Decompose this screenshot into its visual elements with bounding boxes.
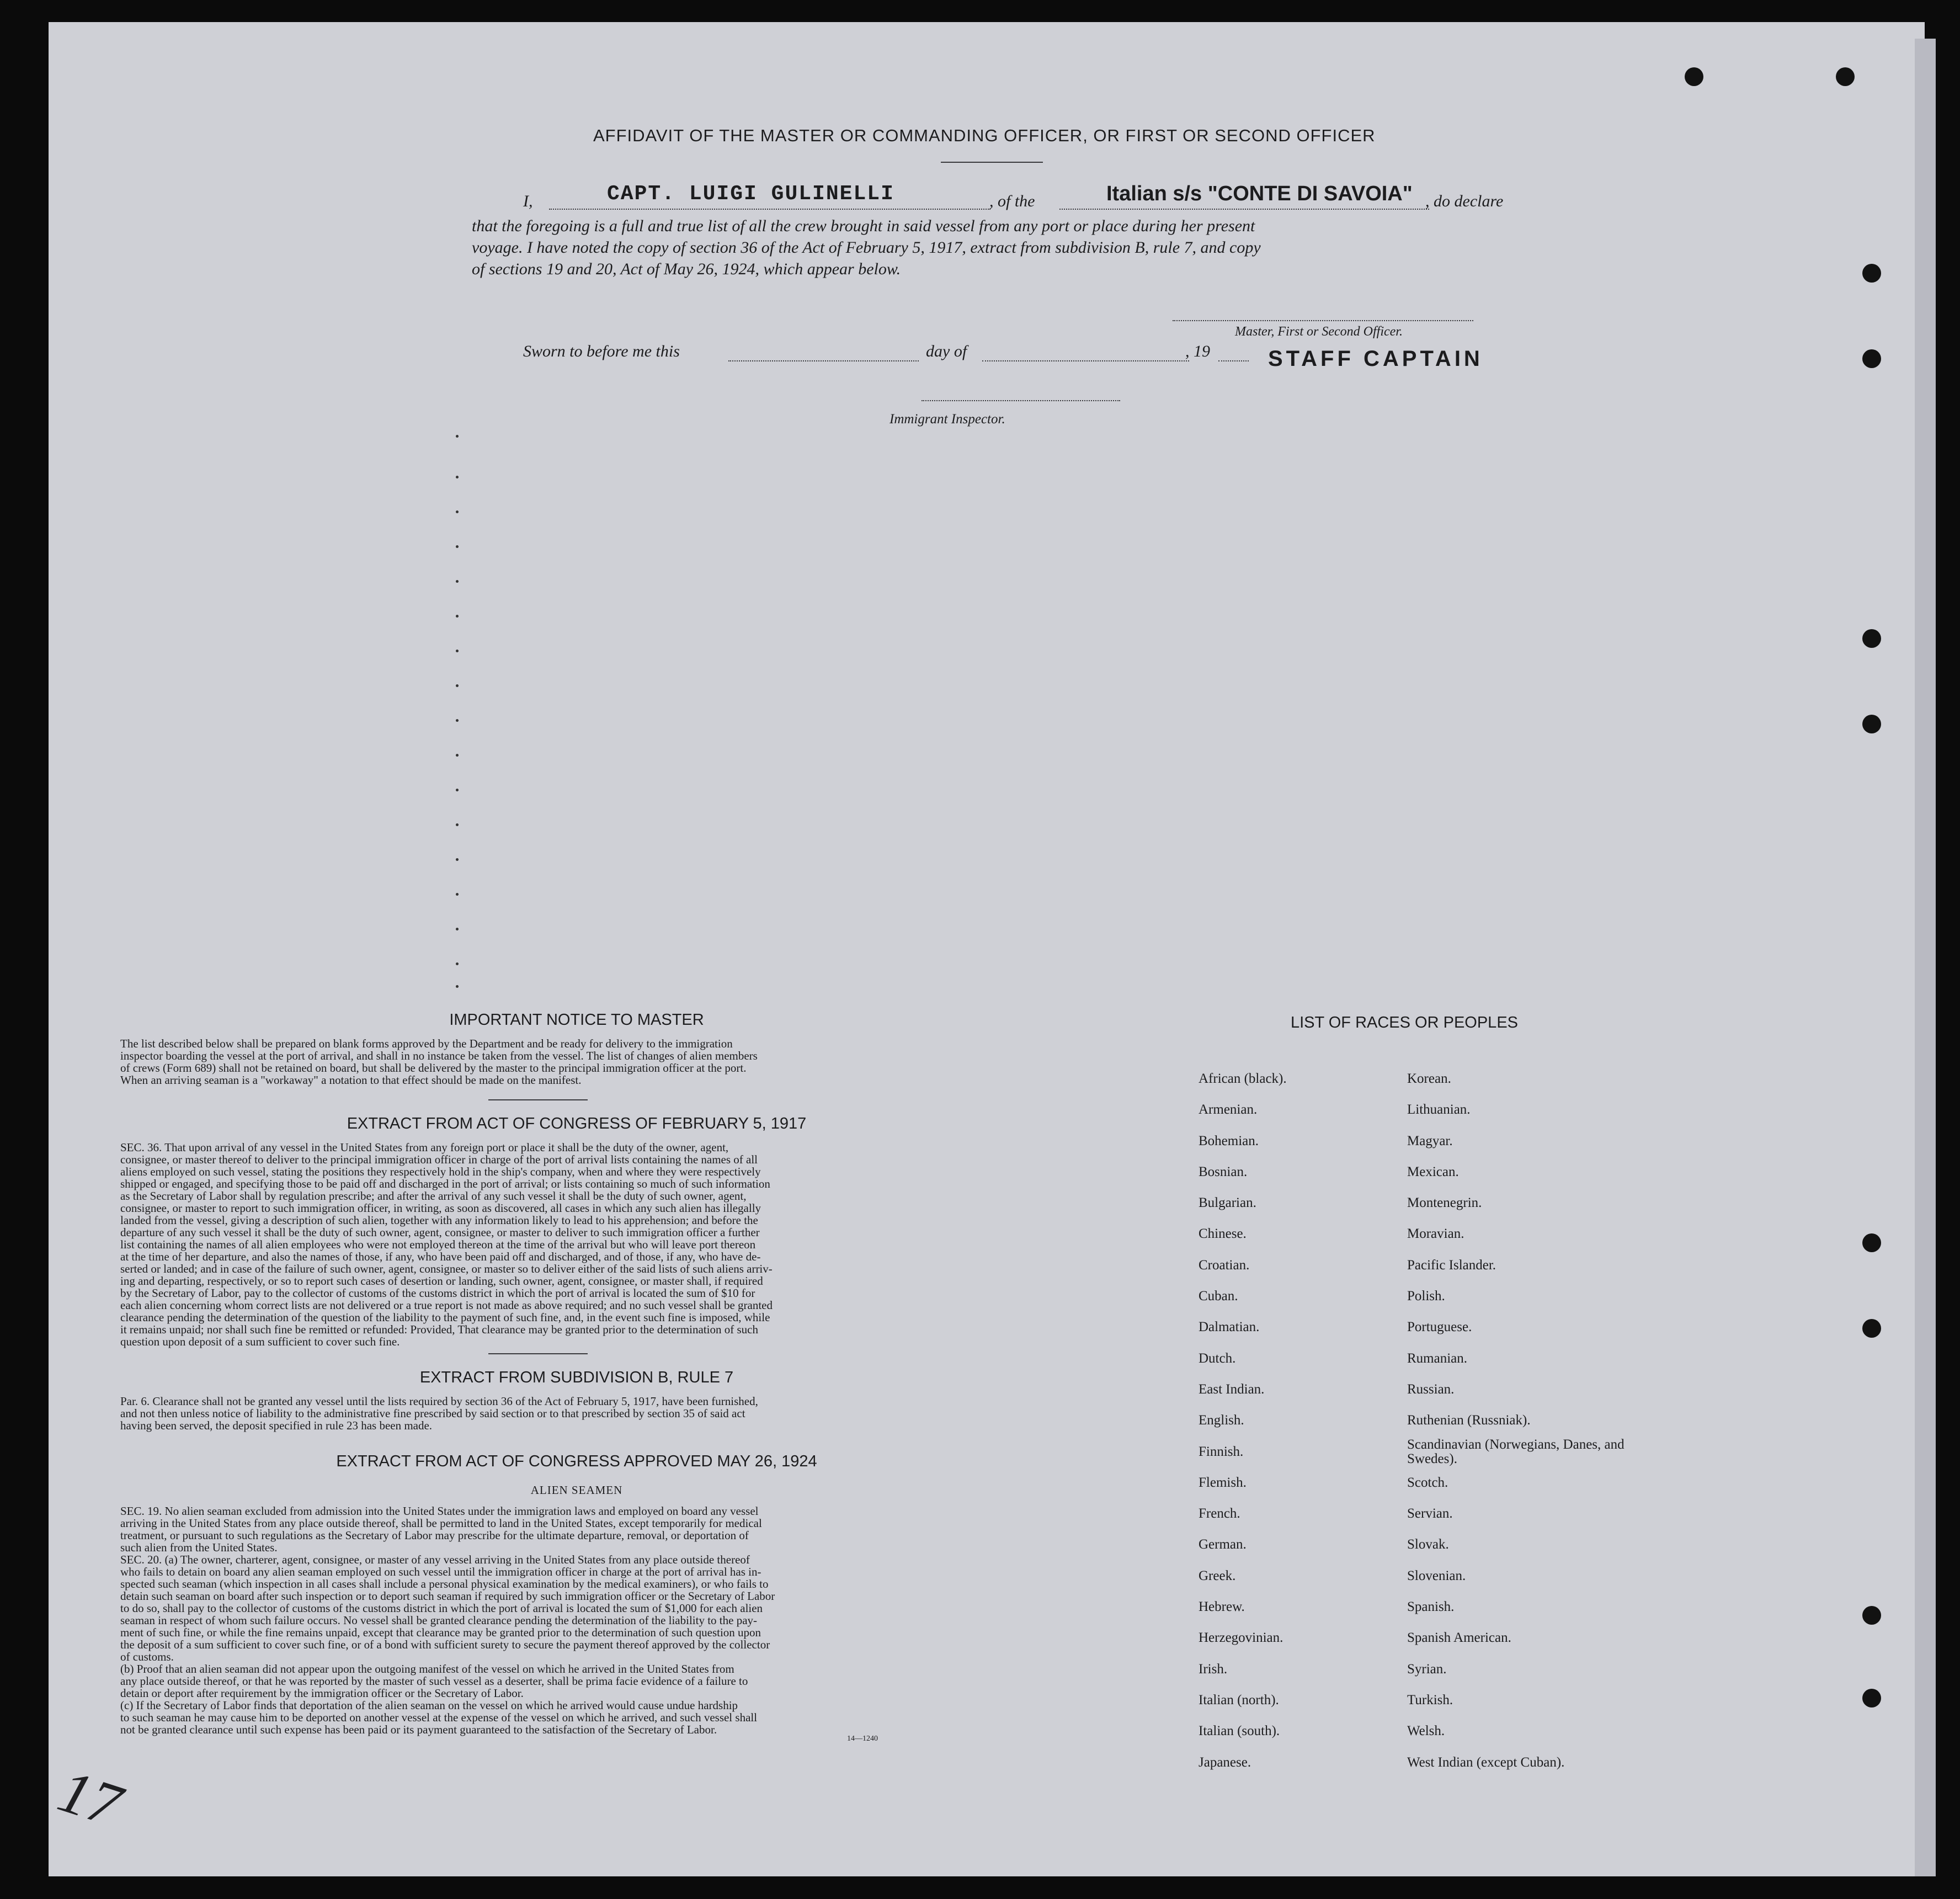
extract-1924-line: not be granted clearance until such expense has been paid or its payment guaranteed to the satisfaction of the Secretary of Labor. xyxy=(120,1723,717,1736)
extract-1917-line: aliens employed on such vessel, stating the positions they respectively hold in the ship's company, when and where they were respectively xyxy=(120,1165,761,1178)
year-line xyxy=(1218,360,1249,361)
declaration-line-3: of sections 19 and 20, Act of May 26, 1924, which appear below. xyxy=(472,260,901,278)
extract-1917-line: at the time of her departure, and also the names of those, if any, who have been paid off and discharged, and of those, if any, who have de- xyxy=(120,1250,761,1263)
extract-1924-line: ment of such fine, or while the fine remains unpaid, except that clearance may be granted prior to the determination of such question upon xyxy=(120,1626,761,1639)
section-rule xyxy=(488,1353,588,1354)
race-item: Spanish. xyxy=(1407,1599,1455,1615)
race-item: Chinese. xyxy=(1199,1226,1247,1242)
extract-1924-line: spected such seaman (which inspection in all cases shall include a personal physical examination by the medical examiners), or who fails to xyxy=(120,1577,769,1591)
rule7-line: and not then unless notice of liability to the administrative fine prescribed by said section or to that prescribed by section 35 of said act xyxy=(120,1407,745,1420)
rule7-line: Par. 6. Clearance shall not be granted any vessel until the lists required by section 36 of the Act of February 5, 1917, have been furnished, xyxy=(120,1395,758,1408)
extract-1917-line: question upon deposit of a sum sufficient to cover such fine. xyxy=(120,1335,400,1348)
extract-1924-line: of customs. xyxy=(120,1650,174,1663)
race-item: West Indian (except Cuban). xyxy=(1407,1754,1565,1770)
i-label: I, xyxy=(523,192,533,210)
extract-1917-line: consignee, or master thereof to deliver to the principal immigration officer in charge of the port of arrival lists containing the names of all xyxy=(120,1153,758,1166)
inspector-line xyxy=(922,400,1120,401)
alien-seamen-subtitle: ALIEN SEAMEN xyxy=(530,1483,623,1497)
race-item: Magyar. xyxy=(1407,1133,1453,1148)
race-item: Italian (north). xyxy=(1199,1692,1279,1707)
officer-name: CAPT. LUIGI GULINELLI xyxy=(607,182,894,206)
extract-1924-line: any place outside thereof, or that he was reported by the master of such vessel as a deserter, shall be prima facie evidence of a failure to xyxy=(120,1674,748,1688)
margin-mark xyxy=(456,684,459,687)
race-item: Bosnian. xyxy=(1199,1164,1248,1179)
margin-mark xyxy=(456,789,459,791)
extract-1917-line: landed from the vessel, giving a description of such alien, together with any information likely to lead to his apprehension; and before the xyxy=(120,1214,758,1227)
signature-line xyxy=(1173,320,1473,321)
race-item: Spanish American. xyxy=(1407,1630,1511,1646)
races-right-column xyxy=(1407,1063,1639,1778)
race-item: Polish. xyxy=(1407,1289,1445,1304)
extract-1917-line: ing and departing, respectively, or so to report such cases of desertion or landing, such owner, agent, consignee, or master shall, if required xyxy=(120,1274,763,1288)
rule7-body xyxy=(120,1395,920,1432)
extract-1924-line: to such seaman he may cause him to be deported on another vessel at the expense of the vessel on which he arrived, and such vessel shall xyxy=(120,1711,758,1724)
sworn-date-line xyxy=(728,360,919,361)
extract-1917-body xyxy=(120,1141,920,1348)
do-declare-label: , do declare xyxy=(1425,192,1504,210)
binder-hole xyxy=(1862,264,1881,283)
signature-caption: Master, First or Second Officer. xyxy=(1235,325,1403,339)
year-label: , 19 xyxy=(1185,342,1210,360)
margin-mark xyxy=(456,754,459,757)
race-item: Mexican. xyxy=(1407,1164,1459,1179)
notice-title: IMPORTANT NOTICE TO MASTER xyxy=(449,1011,704,1029)
extract-1924-line: to do so, shall pay to the collector of customs of the customs district in which the port of arrival is located the sum of $1,000 for each alien xyxy=(120,1602,763,1615)
margin-mark xyxy=(456,580,459,583)
binder-hole xyxy=(1862,1233,1881,1252)
sworn-label: Sworn to before me this xyxy=(523,342,680,360)
staff-captain-stamp: STAFF CAPTAIN xyxy=(1268,347,1483,371)
races-left-column xyxy=(1199,1063,1408,1778)
rule7-title: EXTRACT FROM SUBDIVISION B, RULE 7 xyxy=(419,1369,734,1386)
race-item: African (black). xyxy=(1199,1071,1287,1086)
vessel-line xyxy=(1059,209,1429,210)
race-item: Dalmatian. xyxy=(1199,1320,1260,1335)
affidavit-title: AFFIDAVIT OF THE MASTER OR COMMANDING OFFICER, OR FIRST OR SECOND OFFICER xyxy=(593,126,1376,145)
extract-1917-line: it remains unpaid; nor shall such fine be remitted or refunded: Provided, That clearance may be granted prior to the determination of such xyxy=(120,1323,758,1336)
race-item: Japanese. xyxy=(1199,1754,1251,1770)
extract-1924-line: seaman in respect of whom such failure occurs. No vessel shall be granted clearance pending the determination of the liability to the pay- xyxy=(120,1614,758,1627)
race-item: Pacific Islander. xyxy=(1407,1257,1496,1273)
extract-1917-title: EXTRACT FROM ACT OF CONGRESS OF FEBRUARY 5, 1917 xyxy=(347,1115,807,1132)
race-item: Servian. xyxy=(1407,1506,1453,1522)
notice-line: When an arriving seaman is a "workaway" a notation to that effect should be made on the manifest. xyxy=(120,1073,582,1087)
races-title: LIST OF RACES OR PEOPLES xyxy=(1290,1014,1519,1031)
notice-line: inspector boarding the vessel at the port of arrival, and shall in no instance be taken from the vessel. The list of changes of alien members xyxy=(120,1049,758,1062)
sworn-month-line xyxy=(982,360,1189,361)
extract-1924-line: the deposit of a sum sufficient to cover such fine, or of a bond with sufficient surety to secure the payment thereof approved by the collector xyxy=(120,1638,770,1651)
extract-1917-line: list containing the names of all alien employees who were not employed thereon at the time of the arrival but who will leave port thereon xyxy=(120,1238,756,1251)
rule7-line: having been served, the deposit specified in rule 23 has been made. xyxy=(120,1419,433,1432)
race-item: Italian (south). xyxy=(1199,1724,1280,1739)
race-item: Slovak. xyxy=(1407,1537,1449,1552)
extract-1924-line: detain such seaman on board after such inspection or to deport such seaman if required by such immigration officer or the Secretary of Labor xyxy=(120,1589,775,1603)
margin-mark xyxy=(456,650,459,652)
race-item: Korean. xyxy=(1407,1071,1451,1086)
race-item: Russian. xyxy=(1407,1381,1455,1397)
binder-hole xyxy=(1862,715,1881,733)
page-edge xyxy=(1915,39,1936,1876)
form-number: 14—1240 xyxy=(847,1735,878,1743)
notice-line: of crews (Form 689) shall not be retained on board, but shall be delivered by the master to the principal immigration officer at the port. xyxy=(120,1061,747,1074)
race-item: Welsh. xyxy=(1407,1724,1445,1739)
extract-1924-line: who fails to detain on board any alien seaman employed on such vessel until the immigration officer in charge at the port of arrival has in- xyxy=(120,1565,761,1578)
margin-mark xyxy=(456,510,459,513)
race-item: Syrian. xyxy=(1407,1661,1447,1677)
extract-1917-line: as the Secretary of Labor shall by regulation prescribe; and after the arrival of any such vessel it shall be the duty of such owner, agent, xyxy=(120,1189,747,1203)
race-item: Dutch. xyxy=(1199,1350,1236,1366)
name-line xyxy=(549,209,990,210)
extract-1924-line: SEC. 19. No alien seaman excluded from admission into the United States under the immigration laws and employed on board any vessel xyxy=(120,1504,759,1518)
race-item: Greek. xyxy=(1199,1568,1236,1583)
extract-1917-line: departure of any such vessel it shall be the duty of such owner, agent, consignee, or master to deliver to such immigration officer a further xyxy=(120,1226,760,1239)
margin-mark xyxy=(456,893,459,896)
race-item: Armenian. xyxy=(1199,1102,1258,1118)
extract-1917-line: shipped or engaged, and specifying those to be paid off and discharged in the port of arrival; or lists containing so much of such information xyxy=(120,1177,770,1190)
notice-line: The list described below shall be prepared on blank forms approved by the Department and be ready for delivery to the immigration xyxy=(120,1037,733,1050)
race-item: Hebrew. xyxy=(1199,1599,1245,1615)
race-item: Herzegovinian. xyxy=(1199,1630,1283,1646)
margin-mark xyxy=(456,985,459,988)
notice-body xyxy=(120,1038,920,1086)
race-item: Lithuanian. xyxy=(1407,1102,1471,1118)
race-item: Finnish. xyxy=(1199,1444,1244,1459)
inspector-caption: Immigrant Inspector. xyxy=(890,412,1005,427)
extract-1924-line: detain or deport after requirement by the immigration officer or the Secretary of Labor. xyxy=(120,1687,524,1700)
extract-1924-line: treatment, or pursuant to such regulations as the Secretary of Labor may prescribe for the ultimate departure, removal, or deportation of xyxy=(120,1529,749,1542)
margin-mark xyxy=(456,962,459,965)
race-item: Slovenian. xyxy=(1407,1568,1466,1583)
binder-hole xyxy=(1862,1319,1881,1338)
race-item: Ruthenian (Russniak). xyxy=(1407,1413,1531,1428)
title-rule xyxy=(941,162,1043,163)
binder-hole xyxy=(1836,67,1855,86)
extract-1917-line: clearance pending the determination of the question of the liability to the payment of such fine, and, in the event such fine is imposed, while xyxy=(120,1311,770,1324)
binder-hole xyxy=(1862,349,1881,368)
extract-1924-line: (b) Proof that an alien seaman did not appear upon the outgoing manifest of the vessel on which he arrived in the United States from xyxy=(120,1662,734,1675)
race-item: Rumanian. xyxy=(1407,1350,1468,1366)
race-item: Montenegrin. xyxy=(1407,1195,1482,1211)
race-item: English. xyxy=(1199,1413,1244,1428)
binder-hole xyxy=(1685,67,1703,86)
extract-1924-line: arriving in the United States from any place outside thereof, shall be permitted to land in the United States, except temporarily for medical xyxy=(120,1517,762,1530)
margin-mark xyxy=(456,476,459,478)
extract-1924-line: SEC. 20. (a) The owner, charterer, agent, consignee, or master of any vessel arriving in the United States from any place outside thereof xyxy=(120,1553,750,1566)
extract-1924-line: (c) If the Secretary of Labor finds that deportation of the alien seaman on the vessel on which he arrived would cause undue hardship xyxy=(120,1699,738,1712)
race-item: Cuban. xyxy=(1199,1289,1238,1304)
margin-mark xyxy=(456,545,459,548)
extract-1917-line: serted or landed; and in case of the failure of such owner, agent, consignee, or master so to deliver either of the said lists of such aliens arriv- xyxy=(120,1262,773,1275)
race-item: Turkish. xyxy=(1407,1692,1453,1707)
declaration-line-1: that the foregoing is a full and true list of all the crew brought in said vessel from any port or place during her present xyxy=(472,217,1255,235)
race-item: Irish. xyxy=(1199,1661,1228,1677)
extract-1917-line: each alien concerning whom correct lists are not delivered or a true report is not made as above required; and no such vessel shall be granted xyxy=(120,1299,773,1312)
race-item: East Indian. xyxy=(1199,1381,1265,1397)
binder-hole xyxy=(1862,1606,1881,1625)
race-item: Bohemian. xyxy=(1199,1133,1259,1148)
race-item: Croatian. xyxy=(1199,1257,1250,1273)
race-item: French. xyxy=(1199,1506,1240,1522)
margin-mark xyxy=(456,719,459,722)
section-rule xyxy=(488,1099,588,1100)
margin-mark xyxy=(456,823,459,826)
extract-1924-title: EXTRACT FROM ACT OF CONGRESS APPROVED MAY 26, 1924 xyxy=(336,1453,817,1470)
race-item: Scotch. xyxy=(1407,1475,1448,1490)
extract-1924-line: such alien from the United States. xyxy=(120,1541,278,1554)
extract-1917-line: SEC. 36. That upon arrival of any vessel in the United States from any foreign port or place it shall be the duty of the owner, agent, xyxy=(120,1141,729,1154)
race-item: Flemish. xyxy=(1199,1475,1247,1490)
extract-1917-line: consignee, or master to report to such immigration officer, in writing, as soon as discovered, all cases in which any such alien has illegally xyxy=(120,1201,761,1215)
of-the-label: , of the xyxy=(989,192,1035,210)
extract-1917-line: by the Secretary of Labor, pay to the collector of customs of the customs district in which the port of arrival is located the sum of $10 for xyxy=(120,1286,755,1300)
race-item: Portuguese. xyxy=(1407,1320,1472,1335)
margin-mark xyxy=(456,615,459,618)
handwritten-mark: 17 xyxy=(50,1757,130,1840)
binder-hole xyxy=(1862,629,1881,648)
day-of-label: day of xyxy=(926,342,967,360)
declaration-line-2: voyage. I have noted the copy of section 36 of the Act of February 5, 1917, extract from subdivision B, rule 7, and copy xyxy=(472,238,1261,257)
margin-mark xyxy=(456,435,459,438)
binder-hole xyxy=(1862,1689,1881,1707)
race-item: Bulgarian. xyxy=(1199,1195,1256,1211)
race-item: German. xyxy=(1199,1537,1247,1552)
race-item: Moravian. xyxy=(1407,1226,1464,1242)
race-item: Scandinavian (Norwegians, Danes, and Swedes). xyxy=(1407,1437,1625,1466)
margin-mark xyxy=(456,928,459,930)
vessel-name: Italian s/s "CONTE DI SAVOIA" xyxy=(1106,182,1413,205)
extract-1924-body xyxy=(120,1505,920,1736)
margin-mark xyxy=(456,858,459,861)
